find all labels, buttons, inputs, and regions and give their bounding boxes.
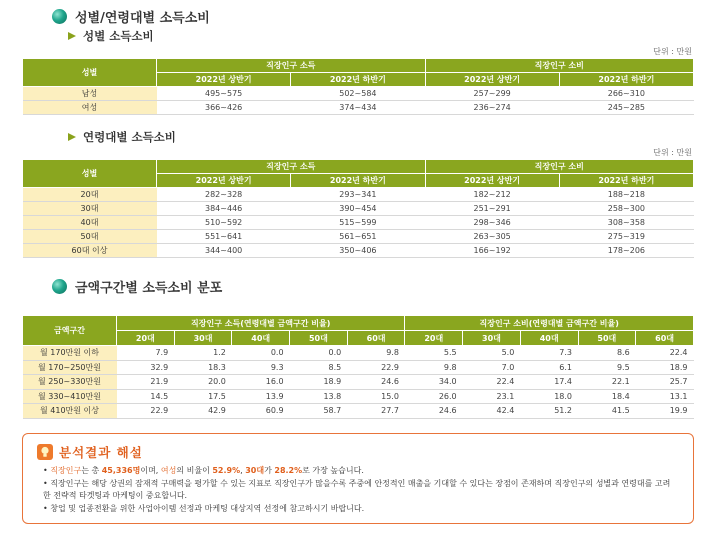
table-cell: 18.3 — [174, 360, 232, 375]
group-header-spending: 직장인구 소비(연령대별 금액구간 비율) — [405, 316, 694, 331]
row-label: 60대 이상 — [23, 244, 157, 258]
period-header: 2022년 상반기 — [157, 174, 291, 188]
table-row — [23, 101, 694, 115]
subtitle-gender: 성별 소득소비 — [68, 28, 154, 44]
table-cell: 18.0 — [520, 389, 578, 404]
table-cell: 384~446 — [157, 202, 291, 216]
row-label: 40대 — [23, 216, 157, 230]
table-cell: 14.5 — [117, 389, 175, 404]
age-header: 50대 — [290, 331, 348, 346]
table-cell: 60.9 — [232, 404, 290, 419]
table-cell: 24.6 — [405, 404, 463, 419]
row-label: 월 410만원 이상 — [23, 404, 117, 419]
row-header: 성별 — [23, 160, 157, 188]
analysis-title: 분석결과 해설 — [59, 445, 143, 460]
row-label: 20대 — [23, 188, 157, 202]
table-cell: 1.2 — [174, 346, 232, 361]
section-title-distribution: 금액구간별 소득소비 분포 — [52, 277, 222, 296]
table-cell: 282~328 — [157, 188, 291, 202]
group-header-spending: 직장인구 소비 — [425, 160, 694, 174]
period-header: 2022년 하반기 — [559, 73, 693, 87]
table-cell: 182~212 — [425, 188, 559, 202]
table-cell: 257~299 — [425, 87, 559, 101]
table-cell: 22.1 — [578, 375, 636, 390]
analysis-line-3: • 창업 및 업종전환을 위한 사업아이템 선정과 마케팅 대상지역 선정에 참고하시기 바랍니다. — [43, 503, 365, 513]
table-cell: 515~599 — [291, 216, 425, 230]
table-row — [23, 404, 694, 419]
table-cell: 8.5 — [290, 360, 348, 375]
triangle-bullet-icon — [68, 133, 76, 141]
table-cell: 9.8 — [347, 346, 405, 361]
table-cell: 390~454 — [291, 202, 425, 216]
period-header: 2022년 하반기 — [559, 174, 693, 188]
table-cell: 7.9 — [117, 346, 175, 361]
table-row — [23, 202, 694, 216]
table-cell: 7.0 — [463, 360, 521, 375]
table-cell: 18.4 — [578, 389, 636, 404]
table-cell: 166~192 — [425, 244, 559, 258]
table-cell: 245~285 — [559, 101, 693, 115]
table-row — [23, 188, 694, 202]
table-cell: 8.6 — [578, 346, 636, 361]
age-header: 30대 — [174, 331, 232, 346]
table-cell: 266~310 — [559, 87, 693, 101]
table-cell: 18.9 — [290, 375, 348, 390]
table-cell: 32.9 — [117, 360, 175, 375]
age-header: 40대 — [520, 331, 578, 346]
table-cell: 51.2 — [520, 404, 578, 419]
table-cell: 42.9 — [174, 404, 232, 419]
table-cell: 21.9 — [117, 375, 175, 390]
table-cell: 22.9 — [347, 360, 405, 375]
row-label: 남성 — [23, 87, 157, 101]
unit-label-gender: 단위 : 만원 — [653, 47, 692, 56]
table-cell: 13.1 — [636, 389, 694, 404]
triangle-bullet-icon — [68, 32, 76, 40]
age-header: 60대 — [636, 331, 694, 346]
row-label: 월 250~330만원 — [23, 375, 117, 390]
table-cell: 24.6 — [347, 375, 405, 390]
table-cell: 0.0 — [232, 346, 290, 361]
table-row — [23, 216, 694, 230]
table-row — [23, 87, 694, 101]
age-header: 40대 — [232, 331, 290, 346]
table-cell: 9.3 — [232, 360, 290, 375]
table-cell: 16.0 — [232, 375, 290, 390]
table-cell: 22.4 — [463, 375, 521, 390]
row-label: 월 170만원 이하 — [23, 346, 117, 361]
distribution-table — [22, 315, 694, 419]
table-cell: 13.9 — [232, 389, 290, 404]
table-cell: 17.4 — [520, 375, 578, 390]
table-cell: 293~341 — [291, 188, 425, 202]
row-label: 50대 — [23, 230, 157, 244]
table-cell: 23.1 — [463, 389, 521, 404]
unit-label-age: 단위 : 만원 — [653, 148, 692, 157]
table-cell: 34.0 — [405, 375, 463, 390]
table-cell: 42.4 — [463, 404, 521, 419]
age-header: 20대 — [405, 331, 463, 346]
table-row — [23, 375, 694, 390]
table-cell: 6.1 — [520, 360, 578, 375]
period-header: 2022년 상반기 — [425, 73, 559, 87]
group-header-income: 직장인구 소득(연령대별 금액구간 비율) — [117, 316, 405, 331]
period-header: 2022년 상반기 — [425, 174, 559, 188]
table-cell: 275~319 — [559, 230, 693, 244]
period-header: 2022년 상반기 — [157, 73, 291, 87]
table-cell: 188~218 — [559, 188, 693, 202]
globe-icon — [52, 9, 67, 24]
globe-icon — [52, 279, 67, 294]
table-cell: 178~206 — [559, 244, 693, 258]
table-row — [23, 230, 694, 244]
table-cell: 15.0 — [347, 389, 405, 404]
table-cell: 366~426 — [157, 101, 291, 115]
table-cell: 495~575 — [157, 87, 291, 101]
table-cell: 58.7 — [290, 404, 348, 419]
group-header-income: 직장인구 소득 — [157, 59, 426, 73]
table-cell: 344~400 — [157, 244, 291, 258]
table-cell: 258~300 — [559, 202, 693, 216]
period-header: 2022년 하반기 — [291, 73, 425, 87]
analysis-body — [43, 465, 677, 515]
gender-income-table — [22, 58, 694, 115]
table-cell: 298~346 — [425, 216, 559, 230]
table-cell: 25.7 — [636, 375, 694, 390]
section-title-gender-age: 성별/연령대별 소득소비 — [52, 7, 210, 26]
table-row — [23, 244, 694, 258]
analysis-line-1: • 직장인구는 총 45,336명이며, 여성의 비율이 52.9%, 30대가 28.2%로 가장 높습니다. — [43, 466, 364, 475]
table-row — [23, 360, 694, 375]
group-header-income: 직장인구 소득 — [157, 160, 426, 174]
table-cell: 20.0 — [174, 375, 232, 390]
table-cell: 13.8 — [290, 389, 348, 404]
table-cell: 502~584 — [291, 87, 425, 101]
table-cell: 350~406 — [291, 244, 425, 258]
age-income-table — [22, 159, 694, 258]
period-header: 2022년 하반기 — [291, 174, 425, 188]
table-cell: 5.0 — [463, 346, 521, 361]
table-cell: 27.7 — [347, 404, 405, 419]
age-header: 20대 — [117, 331, 175, 346]
age-header: 30대 — [463, 331, 521, 346]
table-cell: 5.5 — [405, 346, 463, 361]
age-header: 50대 — [578, 331, 636, 346]
row-label: 30대 — [23, 202, 157, 216]
table-cell: 308~358 — [559, 216, 693, 230]
table-cell: 41.5 — [578, 404, 636, 419]
table-cell: 7.3 — [520, 346, 578, 361]
table-cell: 19.9 — [636, 404, 694, 419]
row-label: 월 170~250만원 — [23, 360, 117, 375]
table-cell: 22.4 — [636, 346, 694, 361]
analysis-line-2: • 직장인구는 해당 상권의 잠재적 구매력을 평가할 수 있는 지표로 직장인구가 많을수록 주중에 안정적인 매출을 기대할 수 있다는 장점이 존재하며 직장인구의 성별과 연령대를 고려한 전략적 타겟팅과 마케팅이 중요합니다. — [43, 478, 671, 500]
table-cell: 9.5 — [578, 360, 636, 375]
row-header: 성별 — [23, 59, 157, 87]
age-header: 60대 — [347, 331, 405, 346]
table-cell: 18.9 — [636, 360, 694, 375]
row-label: 여성 — [23, 101, 157, 115]
table-cell: 551~641 — [157, 230, 291, 244]
table-cell: 22.9 — [117, 404, 175, 419]
table-cell: 263~305 — [425, 230, 559, 244]
table-cell: 26.0 — [405, 389, 463, 404]
table-cell: 510~592 — [157, 216, 291, 230]
row-header: 금액구간 — [23, 316, 117, 346]
table-cell: 0.0 — [290, 346, 348, 361]
lightbulb-icon — [37, 444, 53, 460]
group-header-spending: 직장인구 소비 — [425, 59, 694, 73]
analysis-header — [37, 443, 143, 461]
table-row — [23, 389, 694, 404]
table-cell: 17.5 — [174, 389, 232, 404]
subtitle-age: 연령대별 소득소비 — [68, 129, 176, 145]
row-label: 월 330~410만원 — [23, 389, 117, 404]
table-cell: 251~291 — [425, 202, 559, 216]
table-cell: 9.8 — [405, 360, 463, 375]
analysis-box — [22, 433, 694, 524]
table-cell: 561~651 — [291, 230, 425, 244]
table-cell: 236~274 — [425, 101, 559, 115]
table-cell: 374~434 — [291, 101, 425, 115]
table-row — [23, 346, 694, 361]
